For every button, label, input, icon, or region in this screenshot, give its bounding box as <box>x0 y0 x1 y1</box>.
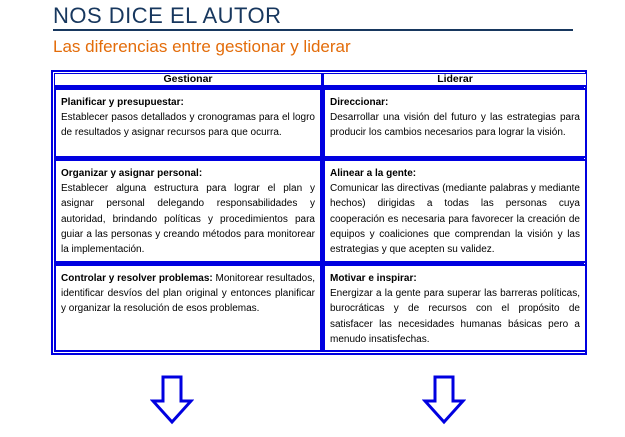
cell-gestionar-3 <box>54 264 322 352</box>
cell-heading: Controlar y resolver problemas: <box>61 273 216 284</box>
cell-text: Establecer alguna estructura para lograr el plan y asignar personal delegando responsabilidades y autoridad, brindando políticas y procedimientos para guiar a las personas y creando métodos para monitorear la implementación. <box>61 183 315 256</box>
down-arrow-icon <box>150 375 194 425</box>
cell-liderar-3 <box>323 264 587 352</box>
cell-liderar-2 <box>323 159 587 263</box>
page-subtitle: Las diferencias entre gestionar y liderar <box>53 37 351 56</box>
comparison-table <box>51 70 587 355</box>
cell-text: Establecer pasos detallados y cronogramas para el logro de resultados y asignar recursos para que ocurra. <box>61 112 315 139</box>
cell-text: Desarrollar una visión del futuro y las estrategias para producir los cambios necesarios para lograr la visión. <box>330 112 580 139</box>
down-arrow-icon <box>422 375 466 425</box>
cell-text: Monitorear resultados, identificar desvíos del plan original y entonces planificar y organizar la resolución de esos problemas. <box>61 273 315 315</box>
column-header-liderar: Liderar <box>323 73 587 87</box>
cell-text: Comunicar las directivas (mediante palabras y mediante hechos) dirigidas a todas las personas cuya cooperación es necesaria para favorecer la creación de equipos y coaliciones que comprendan la visión y las estrategias y que acepten su validez. <box>330 183 580 256</box>
cell-gestionar-1 <box>54 88 322 158</box>
cell-gestionar-2 <box>54 159 322 263</box>
cell-text: Energizar a la gente para superar las barreras políticas, burocráticas y de recursos con el propósito de satisfacer las necesidades humanas básicas pero a menudo insatisfechas. <box>330 288 580 345</box>
cell-heading: Direccionar: <box>330 97 389 108</box>
page-title: NOS DICE EL AUTOR <box>53 4 573 31</box>
cell-heading: Planificar y presupuestar: <box>61 97 184 108</box>
cell-heading: Motivar e inspirar: <box>330 273 417 284</box>
column-header-gestionar: Gestionar <box>54 73 322 87</box>
cell-liderar-1 <box>323 88 587 158</box>
cell-heading: Organizar y asignar personal: <box>61 168 203 179</box>
cell-heading: Alinear a la gente: <box>330 168 417 179</box>
